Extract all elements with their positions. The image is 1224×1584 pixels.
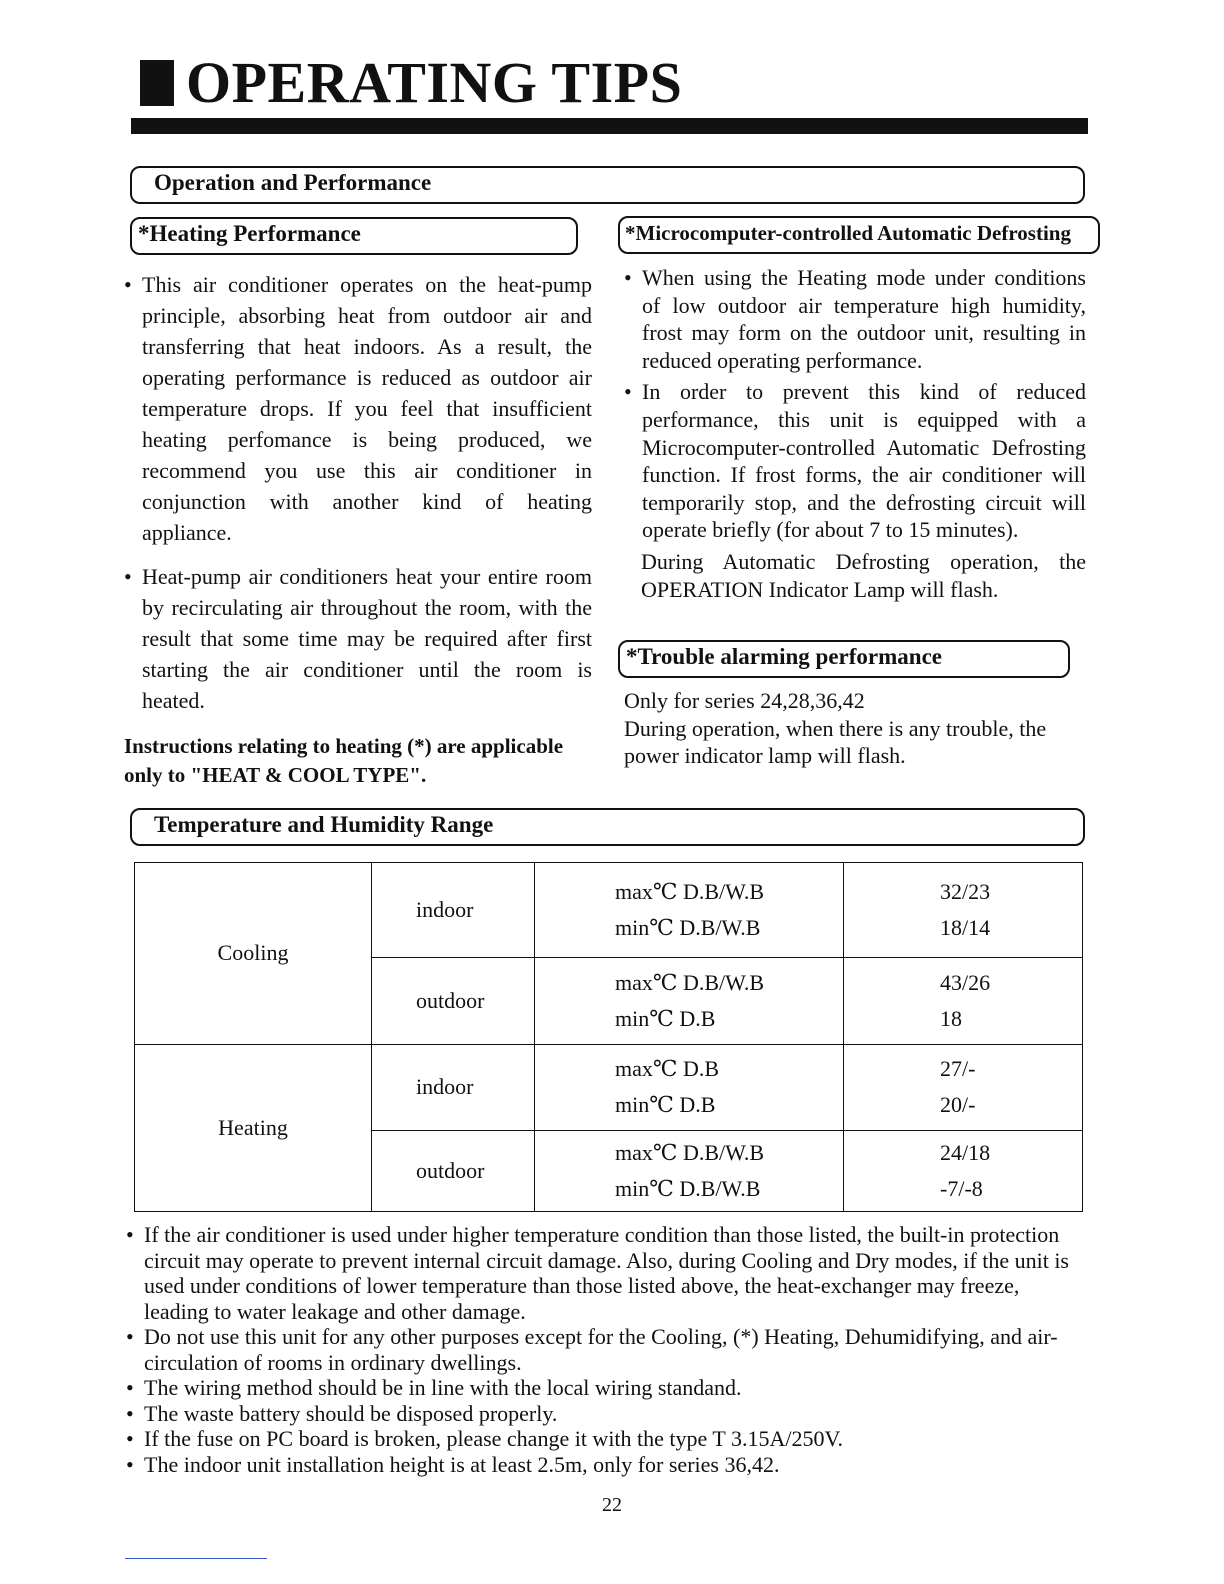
value-cell (844, 1044, 1083, 1130)
condition-cell (535, 1044, 844, 1130)
value-min: 20/- (940, 1092, 976, 1118)
trouble-header (618, 640, 1070, 678)
value-min: 18 (940, 1005, 962, 1031)
footer-note-1: • If the air conditioner is used under higher temperature condition than those listed, the built-in protection circuit may operate to prevent internal circuit damage. Also, during Cooling and Dry modes, if the unit is used under conditions of lower temperature than those listed above, the heat-exchanger may freeze, leading to water leakage and other damage. (126, 1222, 1086, 1324)
value-max: 43/26 (940, 969, 991, 995)
heating-heading: *Heating Performance (138, 221, 361, 246)
value-cell (844, 863, 1083, 958)
trouble-line-1: Only for series 24,28,36,42 (624, 688, 865, 713)
condition-min: min℃ D.B (615, 1005, 716, 1031)
section-header-operation (130, 166, 1085, 204)
location-cell: outdoor (372, 958, 535, 1044)
value-max: 27/- (940, 1056, 976, 1082)
condition-min: min℃ D.B/W.B (615, 1175, 761, 1201)
heating-text (124, 269, 592, 716)
value-max: 32/23 (940, 879, 991, 905)
title-square-icon (140, 60, 174, 106)
condition-cell (535, 863, 844, 958)
heating-bullet-2: • Heat-pump air conditioners heat your entire room by recirculating air throughout the room, with the result that some time may be required after first starting the air conditioner until the room is heated. (124, 561, 592, 716)
heating-performance-header (130, 217, 578, 255)
defrost-text (624, 264, 1086, 603)
defrost-extra: During Automatic Defrosting operation, the OPERATION Indicator Lamp will flash. (641, 548, 1086, 602)
section-title-range: Temperature and Humidity Range (154, 812, 494, 837)
trouble-heading: *Trouble alarming performance (626, 644, 942, 669)
section-title-operation: Operation and Performance (154, 170, 432, 195)
condition-max: max℃ D.B/W.B (615, 1139, 765, 1165)
footer-note-3: • The wiring method should be in line with the local wiring standand. (126, 1375, 1086, 1401)
value-cell (844, 958, 1083, 1044)
defrost-header (618, 216, 1100, 254)
trouble-text (624, 687, 1074, 770)
location-cell: indoor (372, 863, 535, 958)
page-number: 22 (602, 1494, 622, 1516)
table-row (135, 863, 1083, 958)
footer-note-4: • The waste battery should be disposed properly. (126, 1401, 1086, 1427)
footer-notes (126, 1222, 1086, 1477)
value-min: -7/-8 (940, 1175, 983, 1201)
condition-max: max℃ D.B (615, 1056, 720, 1082)
condition-cell (535, 1130, 844, 1211)
defrost-bullet-2: • In order to prevent this kind of reduced performance, this unit is equipped with a Microcomputer-controlled Automatic Defrosting function. If frost forms, the air conditioner will temporarily stop, and the defrosting circuit will operate briefly (for about 7 to 15 minutes). (624, 378, 1086, 544)
defrost-heading: *Microcomputer-controlled Automatic Defrosting (625, 221, 1071, 245)
trouble-line-2: During operation, when there is any trouble, the power indicator lamp will flash. (624, 715, 1047, 769)
value-min: 18/14 (940, 915, 991, 941)
mode-cell-cooling: Cooling (135, 863, 372, 1045)
section-header-range (130, 808, 1085, 846)
heating-note: Instructions relating to heating (*) are applicable only to "HEAT & COOL TYPE". (124, 734, 564, 787)
footer-note-2: • Do not use this unit for any other purposes except for the Cooling, (*) Heating, Dehumidifying, and air-circulation of rooms in ordinary dwellings. (126, 1324, 1086, 1375)
condition-max: max℃ D.B/W.B (615, 969, 765, 995)
condition-cell (535, 958, 844, 1044)
value-max: 24/18 (940, 1139, 991, 1165)
bottom-link-line (125, 1558, 267, 1559)
heating-bullet-1: • This air conditioner operates on the heat-pump principle, absorbing heat from outdoor air and transferring that heat indoors. As a result, the operating performance is reduced as outdoor air temperature drops. If you feel that insufficient heating perfomance is being produced, we recommend you use this air conditioner in conjunction with another kind of heating appliance. (124, 269, 592, 548)
range-table (134, 862, 1083, 1212)
footer-note-5: • If the fuse on PC board is broken, please change it with the type T 3.15A/250V. (126, 1426, 1086, 1452)
footer-note-6: • The indoor unit installation height is at least 2.5m, only for series 36,42. (126, 1452, 1086, 1478)
defrost-bullet-1: • When using the Heating mode under conditions of low outdoor air temperature high humidity, frost may form on the outdoor unit, resulting in reduced operating performance. (624, 264, 1086, 374)
value-cell (844, 1130, 1083, 1211)
page-title (140, 48, 682, 118)
condition-min: min℃ D.B/W.B (615, 915, 761, 941)
location-cell: indoor (372, 1044, 535, 1130)
title-rule (131, 118, 1088, 134)
mode-cell-heating: Heating (135, 1044, 372, 1212)
condition-min: min℃ D.B (615, 1092, 716, 1118)
table-row (135, 1044, 1083, 1130)
page-title-text: OPERATING TIPS (186, 50, 683, 115)
location-cell: outdoor (372, 1130, 535, 1211)
condition-max: max℃ D.B/W.B (615, 879, 765, 905)
